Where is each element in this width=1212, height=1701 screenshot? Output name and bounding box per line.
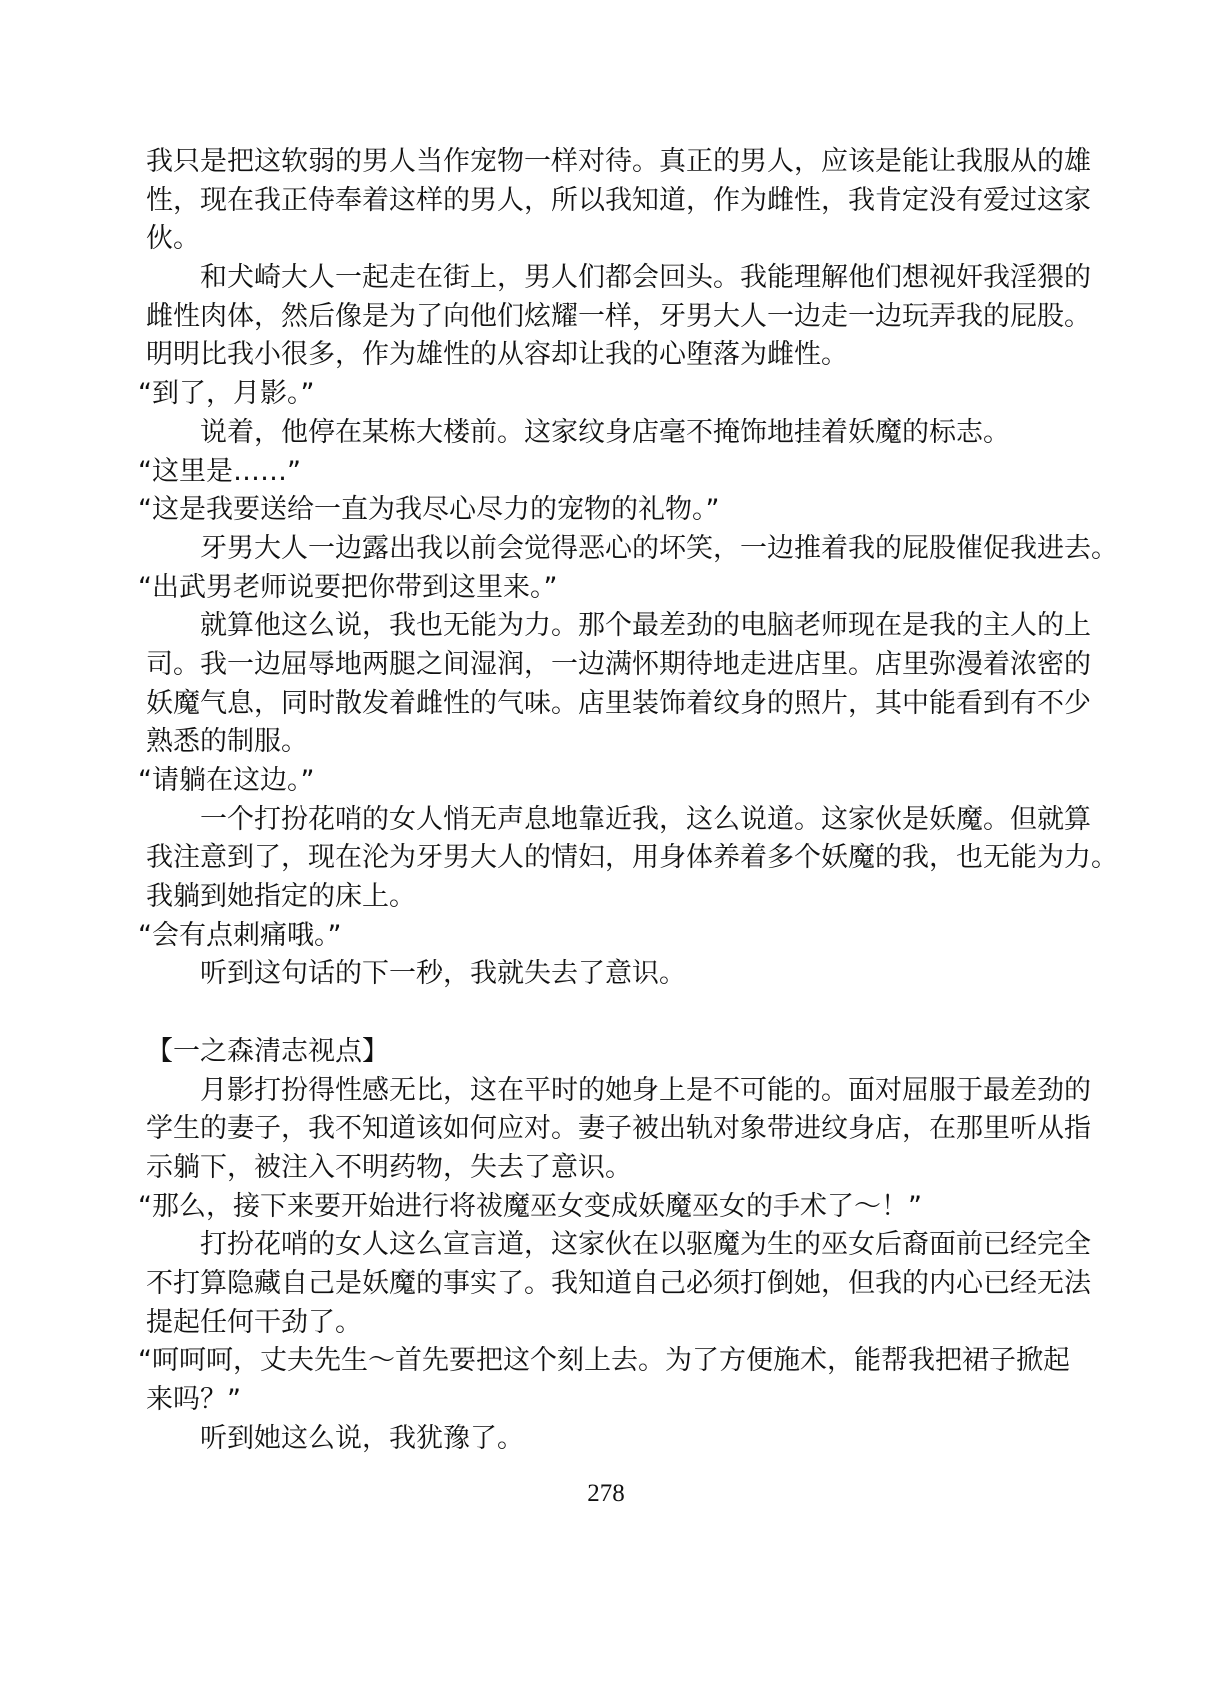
- page-number: 278: [587, 1480, 625, 1507]
- text-line: 来吗？”: [146, 1384, 241, 1415]
- dialogue-line: “请躺在这边。”: [138, 765, 315, 796]
- text-line: 不打算隐藏自己是妖魔的事实了。我知道自己必须打倒她，但我的内心已经无法: [146, 1267, 1091, 1299]
- text-line: 我躺到她指定的床上。: [146, 881, 416, 913]
- text-line: 打扮花哨的女人这么宣言道，这家伙在以驱魔为生的巫女后裔面前已经完全: [200, 1229, 1091, 1261]
- text-line: 听到这句话的下一秒，我就失去了意识。: [200, 958, 686, 990]
- text-line: 【一之森清志视点】: [146, 1035, 389, 1067]
- text-line: 提起任何干劲了。: [146, 1306, 362, 1338]
- text-line: 性，现在我正侍奉着这样的男人，所以我知道，作为雌性，我肯定没有爱过这家: [146, 184, 1091, 216]
- text-line: 我注意到了，现在沦为牙男大人的情妇，用身体养着多个妖魔的我，也无能为力。: [146, 842, 1118, 874]
- body-text: [138, 143, 1118, 1458]
- text-line: 雌性肉体，然后像是为了向他们炫耀一样，牙男大人一边走一边玩弄我的屁股。: [146, 300, 1091, 332]
- dialogue-line: “这里是……”: [138, 455, 301, 487]
- text-line: 月影打扮得性感无比，这在平时的她身上是不可能的。面对屈服于最差劲的: [200, 1074, 1091, 1106]
- dialogue-line: “到了，月影。”: [138, 378, 315, 410]
- dialogue-line: “呵呵呵，丈夫先生～首先要把这个刻上去。为了方便施术，能帮我把裙子掀起: [138, 1345, 1070, 1377]
- text-line: 牙男大人一边露出我以前会觉得恶心的坏笑，一边推着我的屁股催促我进去。: [200, 532, 1118, 564]
- text-line: 我只是把这软弱的男人当作宠物一样对待。真正的男人，应该是能让我服从的雄: [146, 146, 1091, 177]
- text-line: 听到她这么说，我犹豫了。: [200, 1422, 524, 1454]
- text-line: 一个打扮花哨的女人悄无声息地靠近我，这么说道。这家伙是妖魔。但就算: [200, 803, 1091, 835]
- text-line: 明明比我小很多，作为雄性的从容却让我的心堕落为雌性。: [146, 339, 848, 371]
- text-line: 熟悉的制服。: [146, 726, 308, 758]
- dialogue-line: “那么，接下来要开始进行将祓魔巫女变成妖魔巫女的手术了～！”: [138, 1190, 922, 1222]
- text-line: 就算他这么说，我也无能为力。那个最差劲的电脑老师现在是我的主人的上: [200, 610, 1091, 642]
- text-line: 学生的妻子，我不知道该如何应对。妻子被出轨对象带进纹身店，在那里听从指: [146, 1113, 1091, 1145]
- dialogue-line: “会有点刺痛哦。”: [138, 919, 342, 951]
- blank-line: [146, 994, 1106, 1033]
- dialogue-line: “出武男老师说要把你带到这里来。”: [138, 571, 558, 603]
- dialogue-line: “这是我要送给一直为我尽心尽力的宠物的礼物。”: [138, 494, 720, 526]
- text-line: 司。我一边屈辱地两腿之间湿润，一边满怀期待地走进店里。店里弥漫着浓密的: [146, 648, 1091, 680]
- text-line: 和犬崎大人一起走在街上，男人们都会回头。我能理解他们想视奸我淫猥的: [200, 262, 1091, 294]
- text-line: 说着，他停在某栋大楼前。这家纹身店毫不掩饰地挂着妖魔的标志。: [200, 416, 1010, 448]
- text-line: 示躺下，被注入不明药物，失去了意识。: [146, 1151, 632, 1183]
- text-line: 伙。: [146, 223, 200, 255]
- text-line: 妖魔气息，同时散发着雌性的气味。店里装饰着纹身的照片，其中能看到有不少: [146, 687, 1091, 719]
